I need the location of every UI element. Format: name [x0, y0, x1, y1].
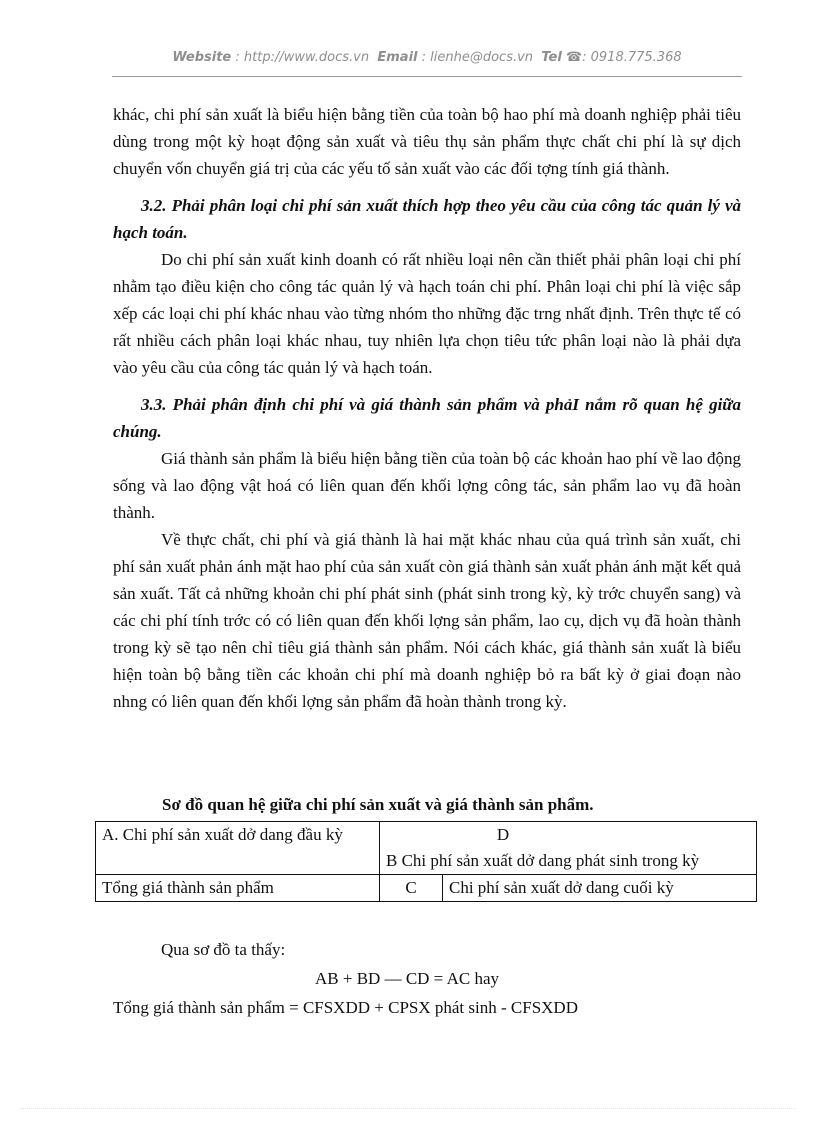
paragraph-classification: Do chi phí sản xuất kinh doanh có rất nhiều loại nên cần thiết phải phân loại chi phí nhằm tạo điều kiện cho công tác quản lý và hạch toán chi phí. Phân loại chi phí là việc sắp xếp các loại chi phí khác nhau vào từng nhóm tho những đặc trng nhất định. Trên thực tế có rất nhiều cách phân loại khác nhau, tuy nhiên lựa chọn tiêu tức phân loại nào là phải dựa vào yêu cầu của công tác quản lý và hạch toán.: [113, 250, 741, 377]
paragraph-essence: Về thực chất, chi phí và giá thành là hai mặt khác nhau của quá trình sản xuất, chi phí sản xuất phản ánh mặt hao phí của sản xuất còn giá thành sản xuất phản ánh mặt kết quả sản xuất. Tất cả những khoản chi phí phát sinh (phát sinh trong kỳ, kỳ trớc chuyển sang) và các chi phí tính trớc có có liên quan đến khối lợng sản phẩm, lao cụ, dịch vụ đã hoàn thành trong kỳ sẽ tạo nên chỉ tiêu giá thành sản phẩm. Nói cách khác, giá thành sản xuất là biểu hiện toàn bộ bằng tiền các khoản chi phí mà doanh nghiệp bỏ ra bất kỳ ở giai đoạn nào nhng có liên quan đến khối lợng sản phẩm đã hoàn thành trong kỳ.: [113, 530, 741, 711]
paragraph-product-cost: Giá thành sản phẩm là biểu hiện bằng tiền của toàn bộ các khoản hao phí về lao động sống và lao động vật hoá có liên quan đến khối lợng công tác, sản phẩm lao vụ đã hoàn thành.: [113, 449, 741, 522]
email-value: : lienhe@docs.vn: [421, 50, 534, 65]
section-heading-3-3: 3.3. Phải phân định chi phí và giá thành sản phẩm và phảI nắm rõ quan hệ giữa chúng.: [113, 395, 741, 441]
paragraph-intro: khác, chi phí sản xuất là biểu hiện bằng tiền của toàn bộ hao phí mà doanh nghiệp phải tiêu dùng trong một kỳ hoạt động sản xuất và tiêu thụ sản phẩm thực chất chi phí là sự dịch chuyển vốn chuyển giá trị của các yếu tố sản xuất vào các đối tợng tính giá thành.: [113, 105, 741, 178]
conclusion: [113, 935, 741, 1022]
section-heading-3-2: 3.2. Phải phân loại chi phí sản xuất thích hợp theo yêu cầu của công tác quản lý và hạch toán.: [113, 196, 741, 242]
label-c: C: [380, 875, 443, 902]
diagram-title: Sơ đồ quan hệ giữa chi phí sản xuất và giá thành sản phẩm.: [162, 795, 594, 814]
formula-line: AB + BD — CD = AC hay: [315, 969, 499, 988]
formula-total-cost: Tổng giá thành sản phẩm = CFSXDD + CPSX phát sinh - CFSXDD: [113, 998, 578, 1017]
website-label: Website: [172, 50, 232, 65]
label-d: D: [496, 825, 510, 844]
cell-total-cost: Tổng giá thành sản phẩm: [96, 875, 380, 902]
cell-b-text: B Chi phí sản xuất dở dang phát sinh trong kỳ: [386, 851, 700, 870]
document-body: [113, 101, 741, 715]
page-header: [112, 50, 742, 65]
header-divider: [112, 76, 742, 77]
tel-value: : 0918.775.368: [582, 50, 682, 65]
cost-relationship-diagram: [95, 821, 757, 902]
phone-icon: ☎: [565, 50, 583, 65]
conclusion-intro: Qua sơ đồ ta thấy:: [161, 940, 286, 959]
cell-a-opening-wip: A. Chi phí sản xuất dở dang đầu kỳ: [96, 822, 380, 875]
website-value: : http://www.docs.vn: [235, 50, 370, 65]
tel-label: Tel: [541, 50, 562, 65]
footer-divider: [20, 1108, 796, 1109]
cell-closing-wip: Chi phí sản xuất dở dang cuối kỳ: [443, 875, 757, 902]
cell-b-period-cost: [380, 822, 757, 875]
email-label: Email: [377, 50, 418, 65]
